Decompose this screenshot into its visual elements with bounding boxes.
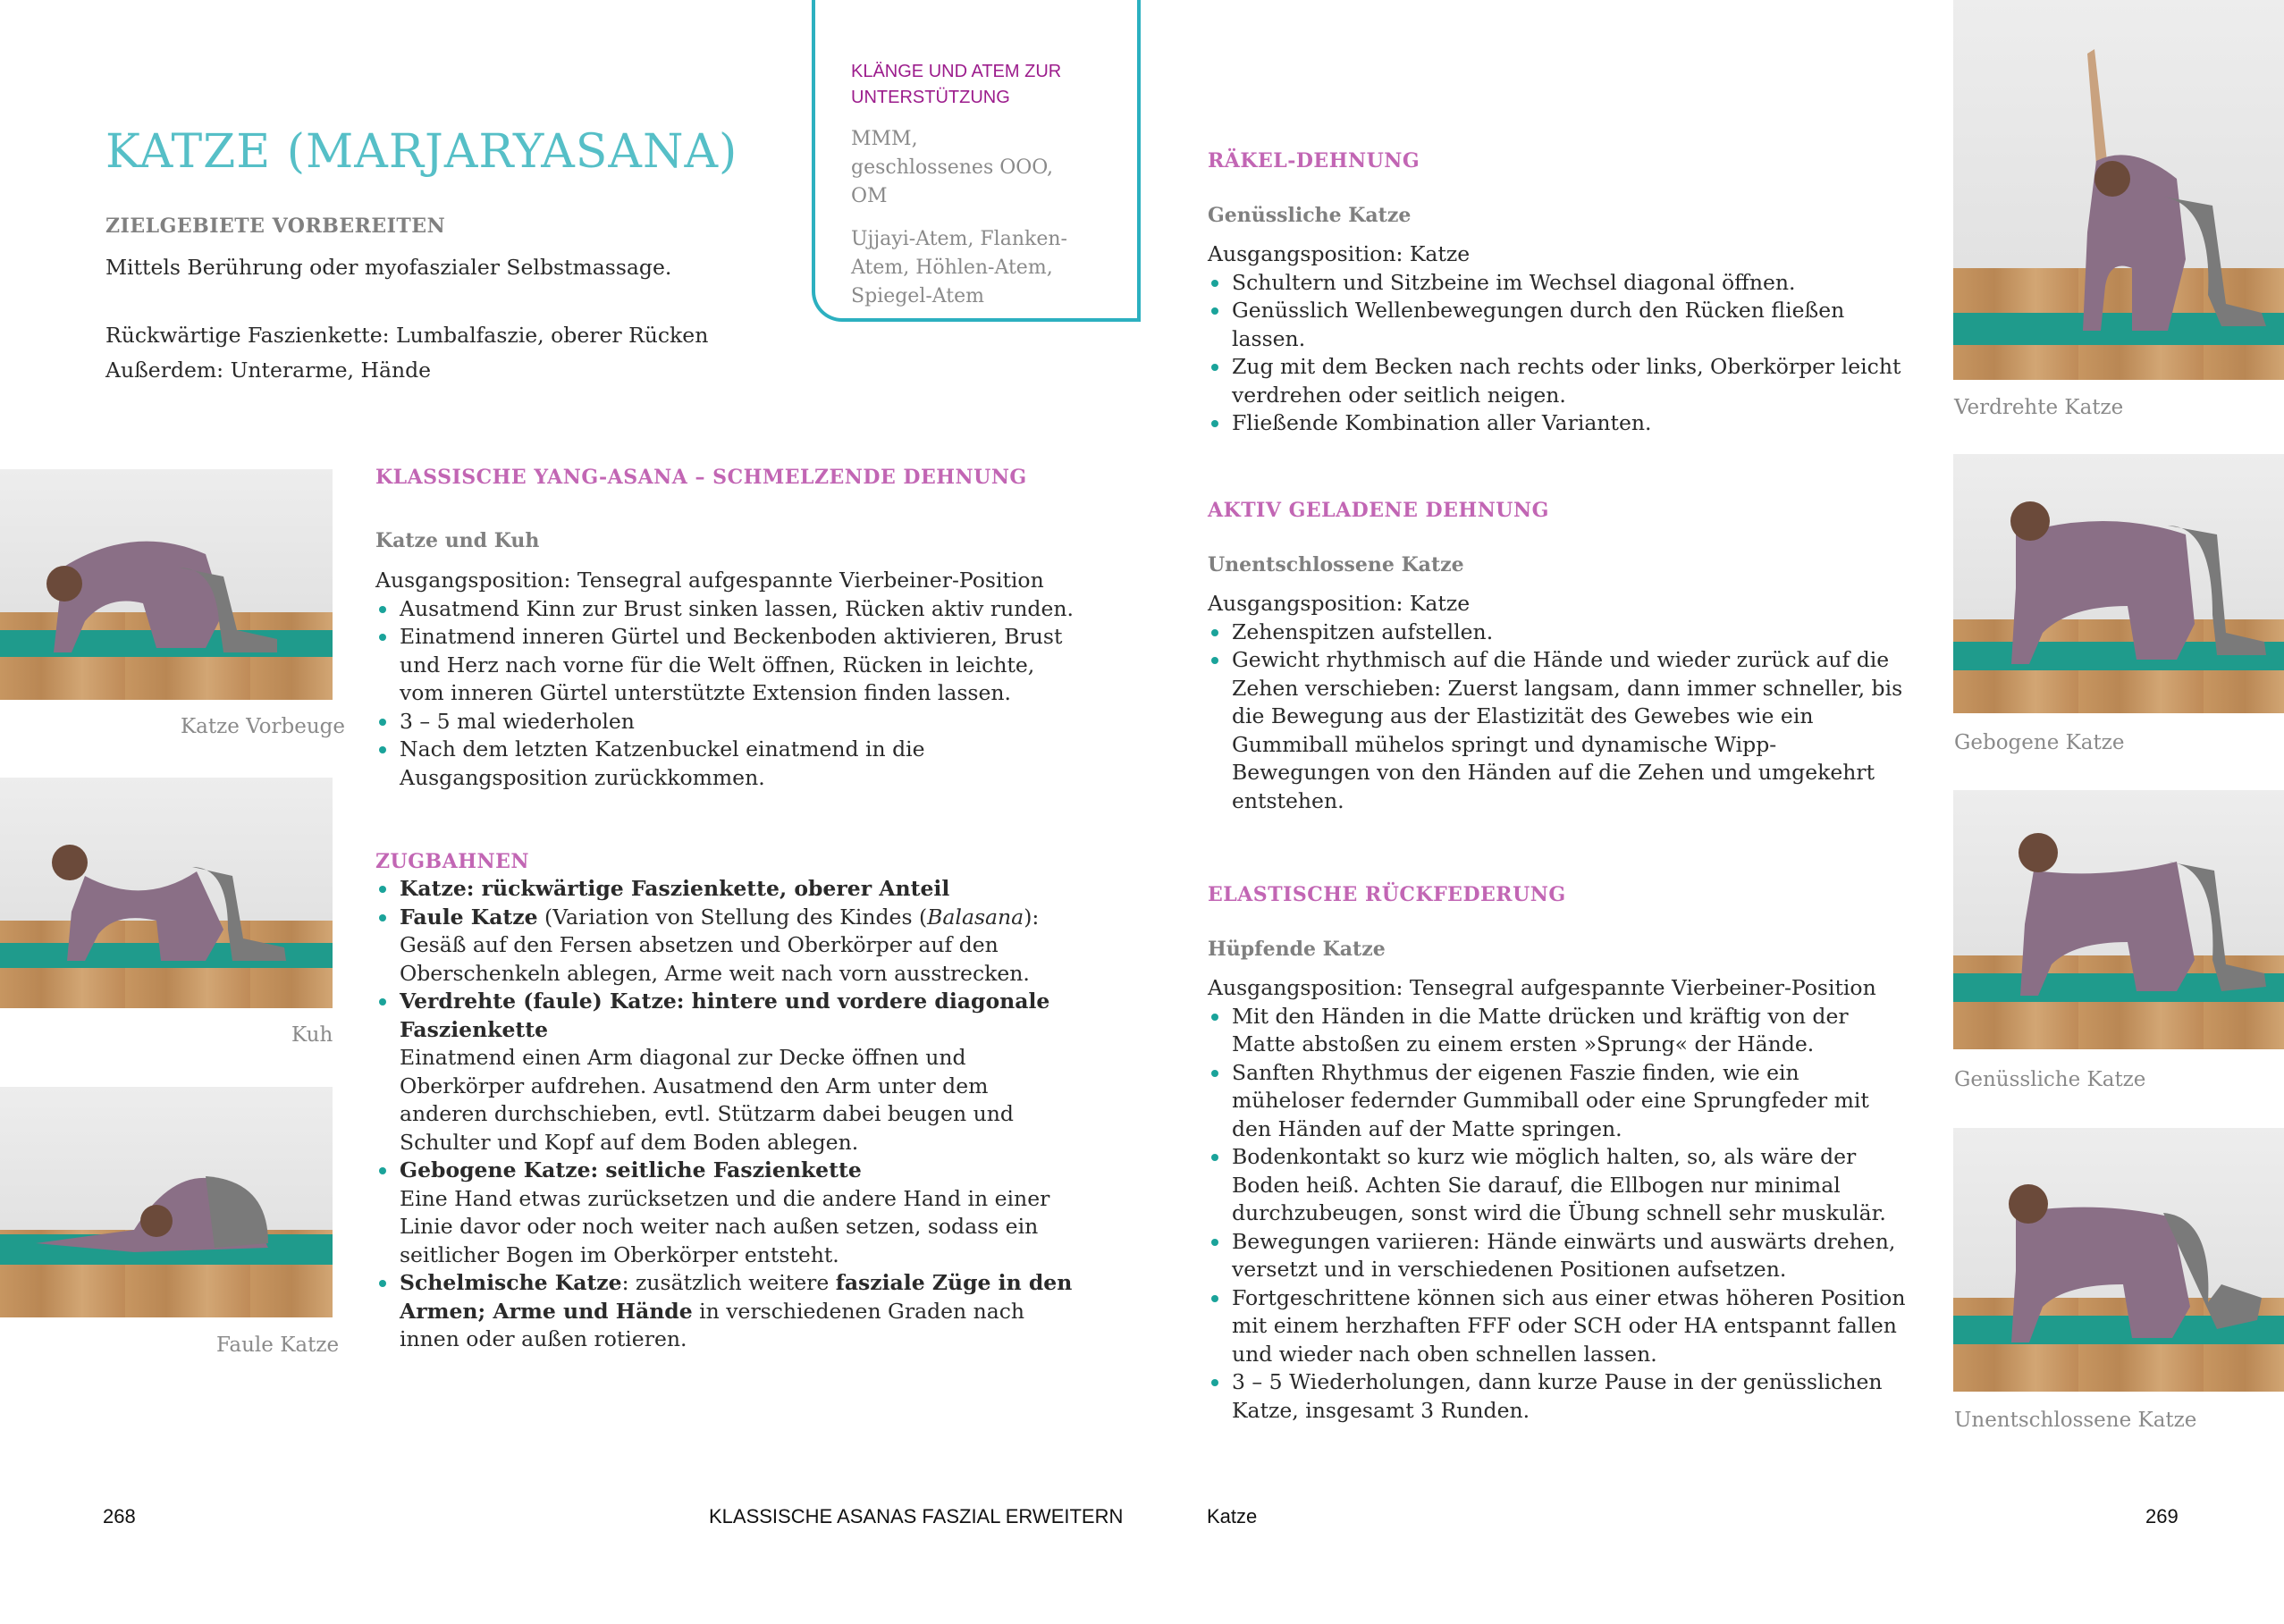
zug-2-italic: Balasana: [927, 904, 1024, 930]
caption-kuh: Kuh: [291, 1023, 333, 1047]
raekel-sub: Genüssliche Katze: [1208, 203, 1412, 227]
list-item: [375, 875, 1082, 904]
caption-verdrehte-katze: Verdrehte Katze: [1954, 396, 2124, 419]
list-item: Fortgeschrittene können sich aus einer etwas höheren Position mit einem herzhaften FFF oder SCH oder HA entspannt fallen und wieder nach oben schnellen lassen.: [1208, 1284, 1914, 1369]
aktiv-section: [1208, 497, 1923, 815]
elast-section: [1208, 881, 1923, 1425]
list-item: Mit den Händen in die Matte drücken und kräftig von der Matte abstoßen zu einem ersten »Sprung« der Hände.: [1208, 1003, 1914, 1059]
list-item: [375, 988, 1082, 1157]
aktiv-start: Ausgangsposition: Katze: [1208, 591, 1471, 616]
photo-genuessliche-katze: [1953, 790, 2284, 1049]
list-item: Bewegungen variieren: Hände einwärts und auswärts drehen, versetzt und in verschiedenen Positionen aufsetzen.: [1208, 1228, 1914, 1284]
caption-unentschlossene-katze: Unentschlossene Katze: [1954, 1409, 2197, 1432]
list-item: Bodenkontakt so kurz wie möglich halten, so, als wäre der Boden heiß. Achten Sie darauf, die Ellbogen nur minimal durchzubeugen, sonst wird die Übung schnell sehr muskulär.: [1208, 1143, 1914, 1228]
katze-kuh-section: [375, 567, 1091, 792]
list-item: Genüsslich Wellenbewegungen durch den Rücken fließen lassen.: [1208, 297, 1914, 353]
zug-5-text-b: in verschiedenen Graden nach innen oder außen rotieren.: [400, 1298, 1025, 1351]
photo-gebogene-katze: [1953, 454, 2284, 713]
elast-list: [1208, 1003, 1914, 1426]
zielgebiete-text: Mittels Berührung oder myofaszialer Selbstmassage.: [105, 255, 672, 280]
katze-kuh-list: [375, 595, 1082, 793]
zug-2-text-b: ): Gesäß auf den Fersen absetzen und Oberkörper auf den Oberschenkeln ablegen, Arme weit nach vorn ausstrecken.: [400, 904, 1040, 986]
faszien-line-2: Außerdem: Unterarme, Hände: [105, 358, 432, 383]
list-item: Ausatmend Kinn zur Brust sinken lassen, Rücken aktiv runden.: [375, 595, 1082, 624]
elast-sub: Hüpfende Katze: [1208, 937, 1386, 961]
list-item: Gewicht rhythmisch auf die Hände und wieder zurück auf die Zehen verschieben: Zuerst langsam, dann immer schneller, bis die Bewegung aus der Elastizität des Gewebes wie ein Gummiball mühelos springt und dynamische Wipp-Bewegungen von den Händen auf die Zehen und umgekehrt entstehen.: [1208, 646, 1914, 815]
photo-kuh: [0, 778, 333, 1008]
zug-5-bold-b: fasziale Züge in den Armen; Arme und Hände: [400, 1270, 1073, 1324]
zugbahnen-heading: ZUGBAHNEN: [375, 850, 529, 873]
page-number-right: 269: [2145, 1505, 2179, 1527]
list-item: Zug mit dem Becken nach rechts oder links, Oberkörper leicht verdrehen oder seitlich neigen.: [1208, 353, 1914, 409]
photo-unentschlossene-katze: [1953, 1128, 2284, 1392]
zug-2-bold: Faule Katze: [400, 904, 538, 930]
raekel-start: Ausgangsposition: Katze: [1208, 241, 1471, 266]
zug-5-bold-a: Schelmische Katze: [400, 1270, 622, 1295]
caption-faule-katze: Faule Katze: [216, 1334, 340, 1357]
zug-1-bold: Katze: rückwärtige Faszienkette, oberer Anteil: [400, 876, 950, 901]
list-item: Zehenspitzen aufstellen.: [1208, 618, 1914, 647]
raekel-section: [1208, 147, 1923, 438]
list-item: [375, 904, 1082, 989]
running-head-left: KLASSISCHE ASANAS FASZIAL ERWEITERN: [709, 1505, 1124, 1527]
zug-3-text: Einatmend einen Arm diagonal zur Decke öffnen und Oberkörper aufdrehen. Ausatmend den Arm unter dem anderen durchschieben, evtl. Stützarm dabei beugen und Schulter und Kopf auf dem Boden ablegen.: [400, 1045, 1014, 1155]
list-item: Sanften Rhythmus der eigenen Faszie finden, wie ein müheloser federnder Gummiball oder eine Sprungfeder mit den Händen auf der Matte springen.: [1208, 1059, 1914, 1144]
aktiv-list: [1208, 618, 1914, 816]
aktiv-sub: Unentschlossene Katze: [1208, 552, 1464, 576]
zug-5-text-a: : zusätzlich weitere: [621, 1270, 836, 1295]
zielgebiete-heading: ZIELGEBIETE VORBEREITEN: [105, 215, 446, 238]
list-item: 3 – 5 mal wiederholen: [375, 708, 1082, 736]
list-item: 3 – 5 Wiederholungen, dann kurze Pause in der genüsslichen Katze, insgesamt 3 Runden.: [1208, 1368, 1914, 1425]
running-head-right: Katze: [1207, 1505, 1258, 1527]
yang-heading: KLASSISCHE YANG-ASANA – SCHMELZENDE DEHNUNG: [375, 466, 1027, 489]
list-item: Schultern und Sitzbeine im Wechsel diagonal öffnen.: [1208, 269, 1914, 298]
photo-katze-vorbeuge: [0, 469, 333, 700]
zugbahnen-list: [375, 875, 1082, 1354]
zug-2-text-a: (Variation von Stellung des Kindes (: [537, 904, 928, 930]
list-item: [375, 1157, 1082, 1269]
zugbahnen-section: [375, 875, 1082, 1354]
zug-4-bold: Gebogene Katze: seitliche Faszienkette: [400, 1157, 862, 1182]
raekel-heading: RÄKEL-DEHNUNG: [1208, 149, 1420, 172]
caption-katze-vorbeuge: Katze Vorbeuge: [181, 715, 345, 738]
sidebar-sounds: MMM, geschlossenes OOO, OM: [851, 128, 1054, 207]
sidebar-breath: Ujjayi-Atem, Flanken-Atem, Höhlen-Atem, Spiegel-Atem: [851, 228, 1067, 307]
sidebar-heading: KLÄNGE UND ATEM ZUR UNTERSTÜTZUNG: [851, 62, 1062, 107]
elast-heading: ELASTISCHE RÜCKFEDERUNG: [1208, 883, 1566, 906]
photo-verdrehte-katze: [1953, 0, 2284, 380]
faszien-line-1: Rückwärtige Faszienkette: Lumbalfaszie, oberer Rücken: [105, 323, 709, 348]
caption-genuessliche-katze: Genüssliche Katze: [1954, 1068, 2146, 1091]
page-number-left: 268: [103, 1505, 136, 1527]
zug-4-text: Eine Hand etwas zurücksetzen und die andere Hand in einer Linie davor oder noch weiter nach außen setzen, sodass ein seitlicher Bogen im Oberkörper entsteht.: [400, 1185, 1050, 1267]
list-item: Einatmend inneren Gürtel und Beckenboden aktivieren, Brust und Herz nach vorne für die Welt öffnen, Rücken in leichte, vom inneren Gürtel unterstützte Extension finden lassen.: [375, 623, 1082, 708]
sidebar-content: [851, 59, 1101, 311]
katze-kuh-start: Ausgangsposition: Tensegral aufgespannte Vierbeiner-Position: [375, 568, 1044, 593]
raekel-list: [1208, 269, 1914, 438]
elast-start: Ausgangsposition: Tensegral aufgespannte Vierbeiner-Position: [1208, 975, 1876, 1000]
aktiv-heading: AKTIV GELADENE DEHNUNG: [1208, 499, 1549, 522]
page-title: KATZE (MARJARYASANA): [105, 125, 738, 179]
list-item: Nach dem letzten Katzenbuckel einatmend in die Ausgangsposition zurückkommen.: [375, 736, 1082, 792]
photo-faule-katze: [0, 1087, 333, 1317]
zug-3-bold: Verdrehte (faule) Katze: hintere und vordere diagonale Faszienkette: [400, 989, 1050, 1042]
caption-gebogene-katze: Gebogene Katze: [1954, 731, 2125, 754]
katze-kuh-heading: Katze und Kuh: [375, 529, 540, 552]
list-item: Fließende Kombination aller Varianten.: [1208, 409, 1914, 438]
list-item: [375, 1269, 1082, 1354]
